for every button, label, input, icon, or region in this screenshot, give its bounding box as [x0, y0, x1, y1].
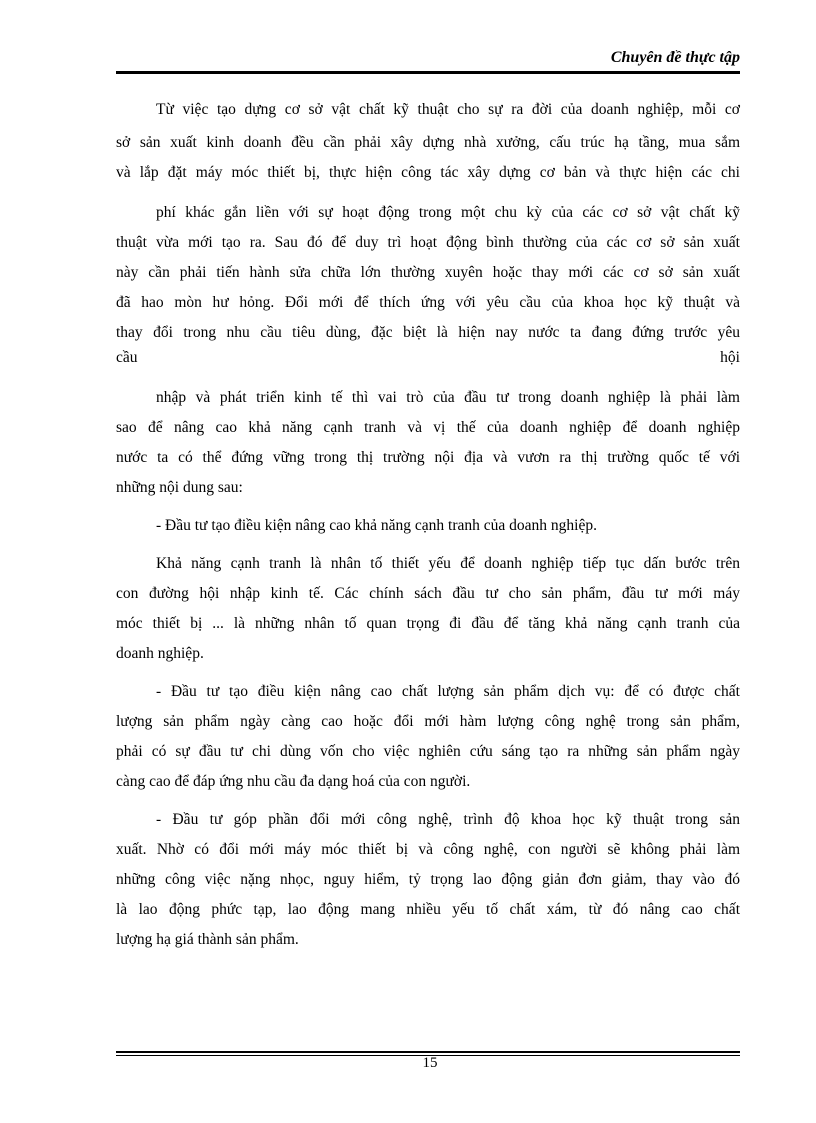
paragraph-line: những nội dung sau: [116, 479, 243, 496]
paragraph-line: sao để nâng cao khả năng cạnh tranh và vị thế của doanh nghiệp để doanh nghiệp [116, 419, 740, 436]
paragraph-line: con đường hội nhập kinh tế. Các chính sách đầu tư cho sản phẩm, đầu tư mới máy [116, 585, 740, 602]
paragraph-line: sở sản xuất kinh doanh đều cần phải xây dựng nhà xưởng, cấu trúc hạ tầng, mua sắm [116, 134, 740, 151]
page-number: 15 [422, 1055, 438, 1071]
paragraph-line: là lao động phức tạp, lao động mang nhiều yếu tố chất xám, từ đó nâng cao chất [116, 901, 740, 918]
paragraph-line: - Đầu tư góp phần đổi mới công nghệ, trình độ khoa học kỹ thuật trong sản [156, 811, 740, 828]
paragraph-line: lượng sản phẩm ngày càng cao hoặc đổi mới hàm lượng công nghệ trong sản phẩm, [116, 713, 740, 730]
paragraph-line: nước ta có thể đứng vững trong thị trường nội địa và vươn ra thị trường quốc tế với [116, 449, 740, 466]
paragraph-line: nhập và phát triển kinh tế thì vai trò của đầu tư trong doanh nghiệp là phải làm [156, 389, 740, 406]
paragraph-line: xuất. Nhờ có đổi mới máy móc thiết bị và công nghệ, con người sẽ không phải làm [116, 841, 740, 858]
paragraph-line: thuật vừa mới tạo ra. Sau đó để duy trì hoạt động bình thường của các cơ sở sản xuất [116, 234, 740, 251]
paragraph-line: phải có sự đầu tư chi dùng vốn cho việc nghiên cứu sáng tạo ra những sản phẩm ngày [116, 743, 740, 760]
paragraph-line: đã hao mòn hư hỏng. Đổi mới để thích ứng với yêu cầu của khoa học kỹ thuật và [116, 294, 740, 311]
header-title: Chuyên đề thực tập [610, 49, 740, 66]
paragraph-line: móc thiết bị ... là những nhân tố quan trọng đi đầu để tăng khả năng cạnh tranh của [116, 615, 740, 632]
paragraph-line: lượng hạ giá thành sản phẩm. [116, 931, 299, 948]
paragraph-line: Khả năng cạnh tranh là nhân tố thiết yếu để doanh nghiệp tiếp tục dấn bước trên [156, 555, 740, 572]
paragraph-line: càng cao để đáp ứng nhu cầu đa dạng hoá của con người. [116, 773, 471, 790]
paragraph-line: thay đổi trong nhu cầu tiêu dùng, đặc biệt là hiện nay nước ta đang đứng trước yêu [116, 324, 740, 341]
paragraph-line: doanh nghiệp. [116, 645, 204, 662]
paragraph-line: phí khác gắn liền với sự hoạt động trong một chu kỳ của các cơ sở vật chất kỹ [156, 204, 740, 221]
paragraph-line: những công việc nặng nhọc, nguy hiểm, tỷ trọng lao động giản đơn giảm, thay vào đó [116, 871, 740, 888]
paragraph-line: và lắp đặt máy móc thiết bị, thực hiện công tác xây dựng cơ bản và thực hiện các chi [116, 164, 740, 181]
paragraph-line: cầu hội [116, 349, 740, 366]
header-rule [116, 71, 740, 74]
footer-rule [116, 1051, 740, 1053]
paragraph-line: - Đầu tư tạo điều kiện nâng cao chất lượng sản phẩm dịch vụ: để có được chất [156, 683, 740, 700]
paragraph-line: này cần phải tiến hành sửa chữa lớn thường xuyên hoặc thay mới các cơ sở sản xuất [116, 264, 740, 281]
paragraph-line: - Đầu tư tạo điều kiện nâng cao khả năng cạnh tranh của doanh nghiệp. [156, 517, 597, 534]
paragraph-line: Từ việc tạo dựng cơ sở vật chất kỹ thuật cho sự ra đời của doanh nghiệp, mỗi cơ [156, 101, 740, 118]
